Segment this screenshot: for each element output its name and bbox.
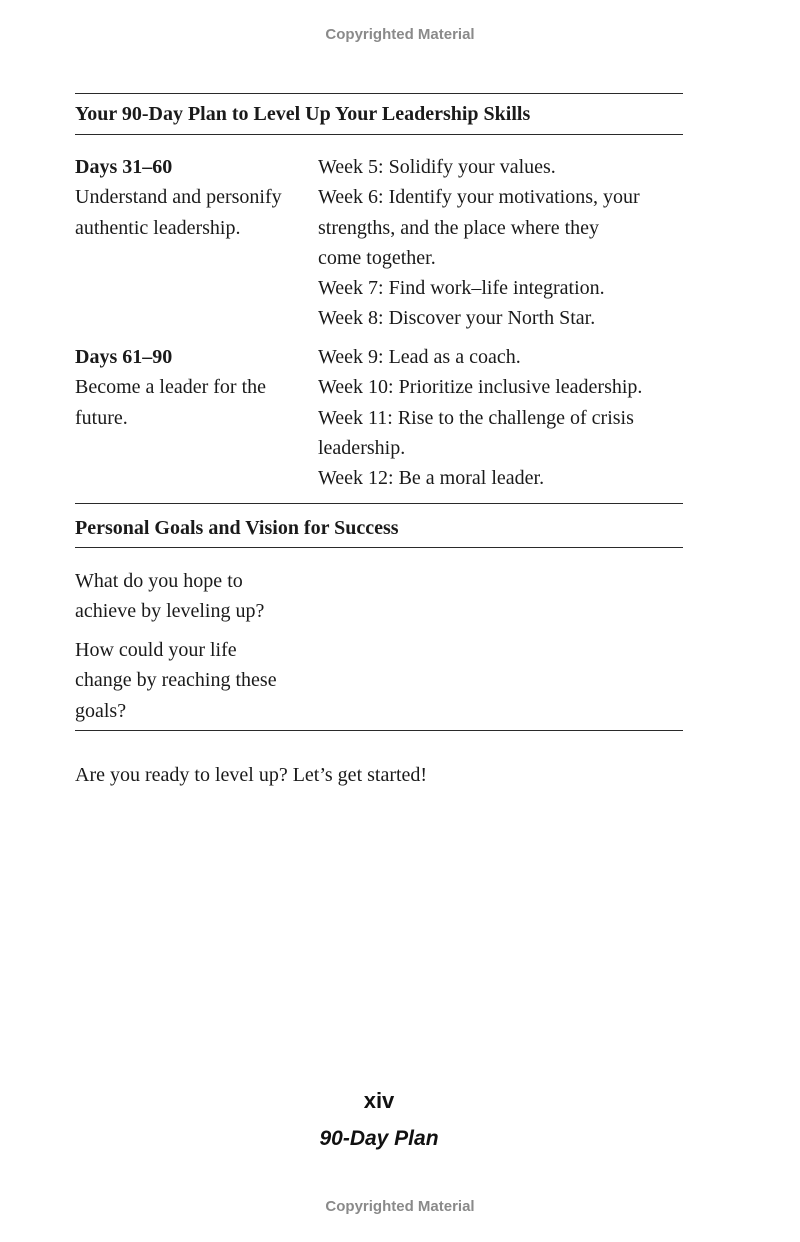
week-line: Week 5: Solidify your values.	[318, 156, 556, 178]
goals-question-2	[75, 635, 335, 726]
goals-question-line: achieve by leveling up?	[75, 600, 265, 623]
page-number: xiv	[363, 1088, 395, 1113]
week-line: Week 9: Lead as a coach.	[318, 346, 521, 368]
goals-question-line: What do you hope to	[75, 570, 243, 592]
closing-sentence: Are you ready to level up? Let’s get started!	[75, 764, 428, 786]
plan-block-days-61-90-weeks	[318, 342, 683, 493]
days-61-90-description-line: future.	[75, 406, 128, 429]
goals-top-rule	[75, 503, 683, 504]
plan-heading-rule	[75, 134, 683, 135]
week-line: Week 11: Rise to the challenge of crisis	[318, 406, 634, 429]
week-line: strengths, and the place where they	[318, 216, 600, 239]
plan-block-days-31-60-weeks	[318, 152, 683, 334]
plan-block-days-31-60-left	[75, 152, 310, 243]
goals-question-line: How could your life	[75, 639, 237, 661]
week-line: Week 12: Be a moral leader.	[318, 467, 545, 490]
copyright-watermark-bottom: Copyrighted Material	[325, 1198, 475, 1215]
week-line: leadership.	[318, 436, 406, 459]
goals-bottom-rule	[75, 730, 683, 731]
days-31-60-description-line: Understand and personify	[75, 186, 282, 209]
week-line: Week 7: Find work–life integration.	[318, 277, 605, 300]
week-line: Week 10: Prioritize inclusive leadership.	[318, 376, 643, 399]
goals-question-line: goals?	[75, 699, 127, 722]
plan-heading: Your 90-Day Plan to Level Up Your Leadership Skills	[75, 103, 531, 125]
days-31-60-title: Days 31–60	[75, 156, 173, 178]
days-31-60-description-line: authentic leadership.	[75, 216, 241, 239]
days-61-90-description-line: Become a leader for the	[75, 376, 267, 399]
week-line: come together.	[318, 246, 436, 269]
copyright-watermark-top: Copyrighted Material	[325, 26, 475, 43]
goals-question-line: change by reaching these	[75, 669, 277, 692]
plan-block-days-61-90-left	[75, 342, 310, 433]
table-top-rule	[75, 93, 683, 94]
goals-heading: Personal Goals and Vision for Success	[75, 517, 399, 539]
goals-heading-rule	[75, 547, 683, 548]
days-61-90-title: Days 61–90	[75, 346, 173, 368]
week-line: Week 6: Identify your motivations, your	[318, 186, 640, 209]
week-line: Week 8: Discover your North Star.	[318, 307, 596, 330]
running-title: 90-Day Plan	[319, 1127, 439, 1150]
goals-question-1	[75, 566, 335, 627]
